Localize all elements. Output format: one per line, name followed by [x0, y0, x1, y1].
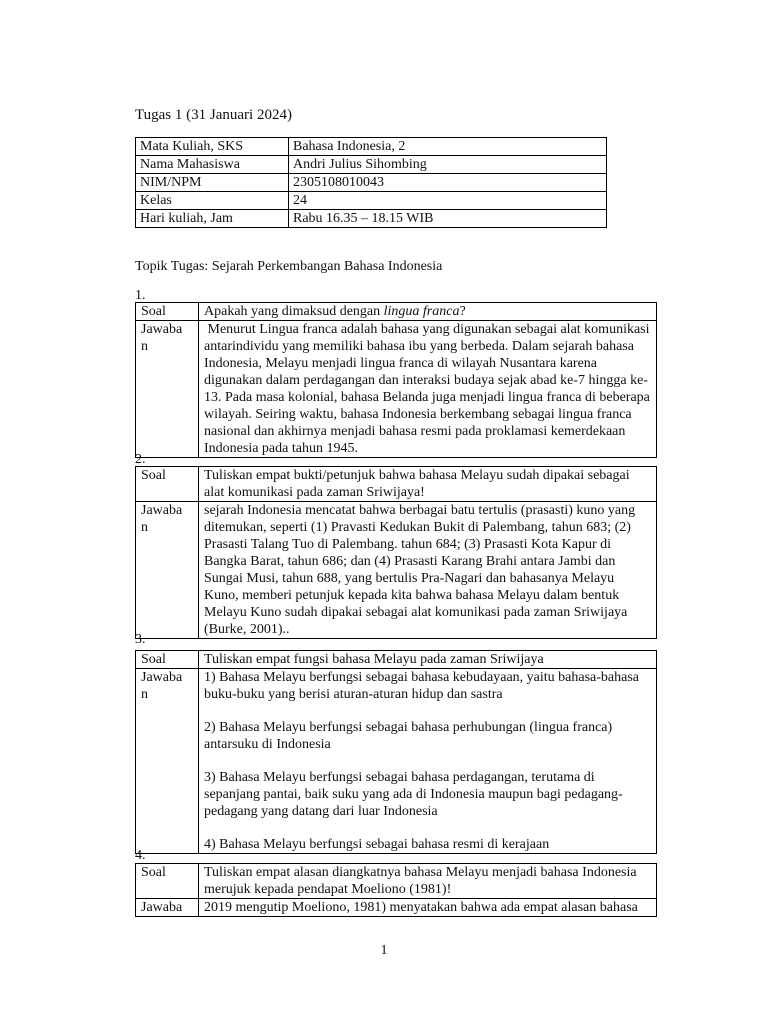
jawaban-label: Jawaba n [136, 669, 199, 854]
topic-heading: Topik Tugas: Sejarah Perkembangan Bahasa Indonesia [135, 259, 443, 274]
table-row [136, 651, 657, 669]
question-number: 4. [135, 848, 146, 863]
soal-text: Tuliskan empat bukti/petunjuk bahwa bahasa Melayu sudah dipakai sebagai alat komunikasi pada zaman Sriwijaya! [199, 467, 657, 502]
table-row [136, 303, 657, 321]
info-value: 2305108010043 [289, 174, 607, 192]
info-label: NIM/NPM [136, 174, 289, 192]
question-number: 1. [135, 288, 146, 303]
info-label: Mata Kuliah, SKS [136, 138, 289, 156]
table-row [136, 138, 607, 156]
question-table-1 [135, 302, 657, 458]
info-label: Hari kuliah, Jam [136, 210, 289, 228]
table-row [136, 899, 657, 917]
question-table-2 [135, 466, 657, 639]
soal-text: Apakah yang dimaksud dengan lingua franca? [199, 303, 657, 321]
jawaban-text: 2019 mengutip Moeliono, 1981) menyatakan bahwa ada empat alasan bahasa [199, 899, 657, 917]
table-row [136, 210, 607, 228]
table-row [136, 321, 657, 458]
list-item: 1) Bahasa Melayu berfungsi sebagai bahasa kebudayaan, yaitu bahasa-bahasa buku-buku yang berisi aturan-aturan hidup dan sastra [204, 670, 639, 702]
question-number: 3. [135, 632, 146, 647]
table-row [136, 467, 657, 502]
jawaban-label: Jawaba n [136, 321, 199, 458]
jawaban-text: sejarah Indonesia mencatat bahwa berbagai batu tertulis (prasasti) kuno yang ditemukan, seperti (1) Pravasti Kedukan Bukit di Palembang, tahun 683; (2) Prasasti Talang Tuo di Palembang. tahun 684; (3) Prasasti Kota Kapur di Bangka Barat, tahun 686; dan (4) Prasasti Karang Brahi antara Jambi dan Sungai Musi, tahun 688, yang bertulis Pra-Nagari dan bahasanya Melayu Kuno, memberi petunjuk kepada kita bahwa bahasa Melayu dalam bentuk Melayu Kuno sudah dipakai sebagai alat komunikasi pada zaman Sriwijaya (Burke, 2001).. [199, 502, 657, 639]
table-row [136, 156, 607, 174]
info-value: Andri Julius Sihombing [289, 156, 607, 174]
page-number: 1 [380, 943, 388, 958]
info-value: Rabu 16.35 – 18.15 WIB [289, 210, 607, 228]
table-row [136, 864, 657, 899]
soal-label: Soal [136, 467, 199, 502]
assignment-title: Tugas 1 (31 Januari 2024) [135, 107, 292, 123]
soal-text: Tuliskan empat fungsi bahasa Melayu pada zaman Sriwijaya [199, 651, 657, 669]
list-item: 2) Bahasa Melayu berfungsi sebagai bahasa perhubungan (lingua franca) antarsuku di Indonesia [204, 720, 613, 752]
soal-label: Soal [136, 651, 199, 669]
soal-text: Tuliskan empat alasan diangkatnya bahasa Melayu menjadi bahasa Indonesia merujuk kepada pendapat Moeliono (1981)! [199, 864, 657, 899]
info-value: 24 [289, 192, 607, 210]
soal-label: Soal [136, 303, 199, 321]
jawaban-label: Jawaba [136, 899, 199, 917]
list-item: 4) Bahasa Melayu berfungsi sebagai bahasa resmi di kerajaan [204, 837, 550, 852]
question-table-4 [135, 863, 657, 917]
table-row [136, 502, 657, 639]
table-row [136, 669, 657, 854]
question-table-3 [135, 650, 657, 854]
jawaban-text [199, 669, 657, 854]
table-row [136, 174, 607, 192]
italic-term: lingua franca [383, 304, 460, 319]
list-item: 3) Bahasa Melayu berfungsi sebagai bahasa perdagangan, terutama di sepanjang pantai, baik suku yang ada di Indonesia maupun bagi pedagang-pedagang yang datang dari luar Indonesia [204, 770, 623, 819]
question-number: 2. [135, 452, 146, 467]
info-label: Nama Mahasiswa [136, 156, 289, 174]
table-row [136, 192, 607, 210]
info-label: Kelas [136, 192, 289, 210]
jawaban-label: Jawaba n [136, 502, 199, 639]
soal-label: Soal [136, 864, 199, 899]
info-value: Bahasa Indonesia, 2 [289, 138, 607, 156]
student-info-table [135, 137, 607, 228]
jawaban-text: Menurut Lingua franca adalah bahasa yang digunakan sebagai alat komunikasi antarindividu yang memiliki bahasa ibu yang berbeda. Dalam sejarah bahasa Indonesia, Melayu menjadi lingua franca di wilayah Nusantara karena digunakan dalam perdagangan dan interaksi budaya sejak abad ke-7 hingga ke-13. Pada masa kolonial, bahasa Belanda juga menjadi lingua franca di beberapa wilayah. Seiring waktu, bahasa Indonesia berkembang sebagai lingua franca nasional dan akhirnya menjadi bahasa resmi pada proklamasi kemerdekaan Indonesia pada tahun 1945. [199, 321, 657, 458]
